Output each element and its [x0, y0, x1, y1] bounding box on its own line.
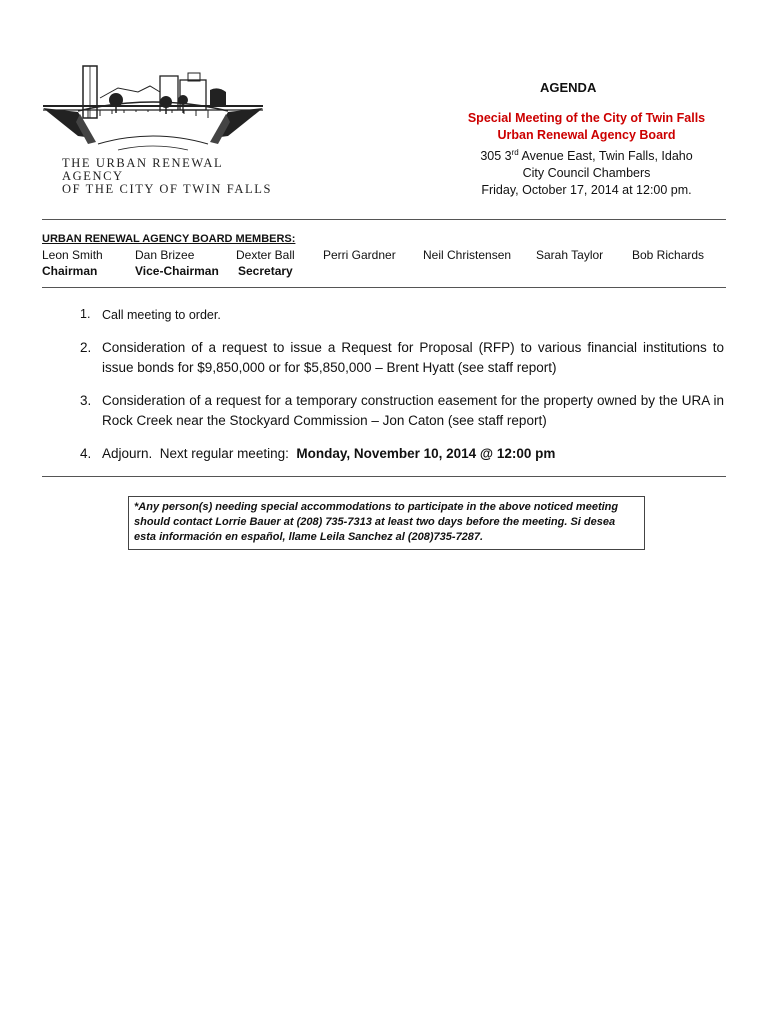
member-name: Perri Gardner	[323, 248, 396, 262]
item-number: 2.	[80, 340, 92, 355]
meeting-address	[450, 144, 723, 165]
adjourn-text: Adjourn. Next regular meeting:	[102, 446, 297, 461]
agenda-title: AGENDA	[540, 80, 597, 95]
agency-name	[62, 157, 282, 196]
meeting-datetime: Friday, October 17, 2014 at 12:00 pm.	[481, 183, 692, 198]
meeting-venue: City Council Chambers	[522, 166, 651, 181]
board-heading: URBAN RENEWAL AGENCY BOARD MEMBERS:	[42, 233, 296, 245]
member-title: Vice-Chairman	[135, 264, 219, 278]
board-name: Urban Renewal Agency Board	[497, 128, 676, 142]
address-number: 305 3	[480, 149, 512, 164]
item-number: 1.	[80, 307, 91, 321]
divider	[42, 476, 726, 477]
accommodations-notice: *Any person(s) needing special accommodations to participate in the above noticed meeting should contact Lorrie Bauer at (208) 735-7313 at least two days before the meeting. Si desea esta información en español, llame Leila Sanchez al (208)735-7287.	[128, 496, 645, 550]
member-name: Bob Richards	[632, 248, 705, 262]
item-number: 3.	[80, 393, 92, 408]
address-rest: Avenue East, Twin Falls, Idaho	[518, 149, 693, 164]
agenda-item: Consideration of a request to issue a Request for Proposal (RFP) to various financial institutions to issue bonds for $9,850,000 or for $5,850,000 – Brent Hyatt (see staff report)	[102, 340, 724, 375]
agency-name-line1: THE URBAN RENEWAL AGENCY	[62, 156, 223, 183]
member-title: Chairman	[42, 264, 98, 278]
member-name: Dan Brizee	[135, 248, 195, 262]
divider	[42, 287, 726, 288]
divider	[42, 219, 726, 220]
next-meeting-date: Monday, November 10, 2014 @ 12:00 pm	[296, 446, 556, 461]
agenda-item: Consideration of a request for a temporary construction easement for the property owned by the URA in Rock Creek near the Stockyard Commission – Jon Caton (see staff report)	[102, 393, 724, 428]
agenda-item	[102, 444, 724, 464]
member-name: Neil Christensen	[423, 248, 512, 262]
agenda-item: Call meeting to order.	[102, 308, 221, 322]
agency-name-line2: OF THE CITY OF TWIN FALLS	[62, 182, 273, 196]
meeting-title: Special Meeting of the City of Twin Falls	[467, 111, 706, 125]
item-number: 4.	[80, 446, 92, 461]
member-name: Sarah Taylor	[536, 248, 604, 262]
meeting-header	[450, 110, 723, 199]
member-name: Leon Smith	[42, 248, 103, 262]
address-suffix: rd	[511, 148, 519, 157]
member-title: Secretary	[238, 264, 293, 278]
member-name: Dexter Ball	[236, 248, 295, 262]
